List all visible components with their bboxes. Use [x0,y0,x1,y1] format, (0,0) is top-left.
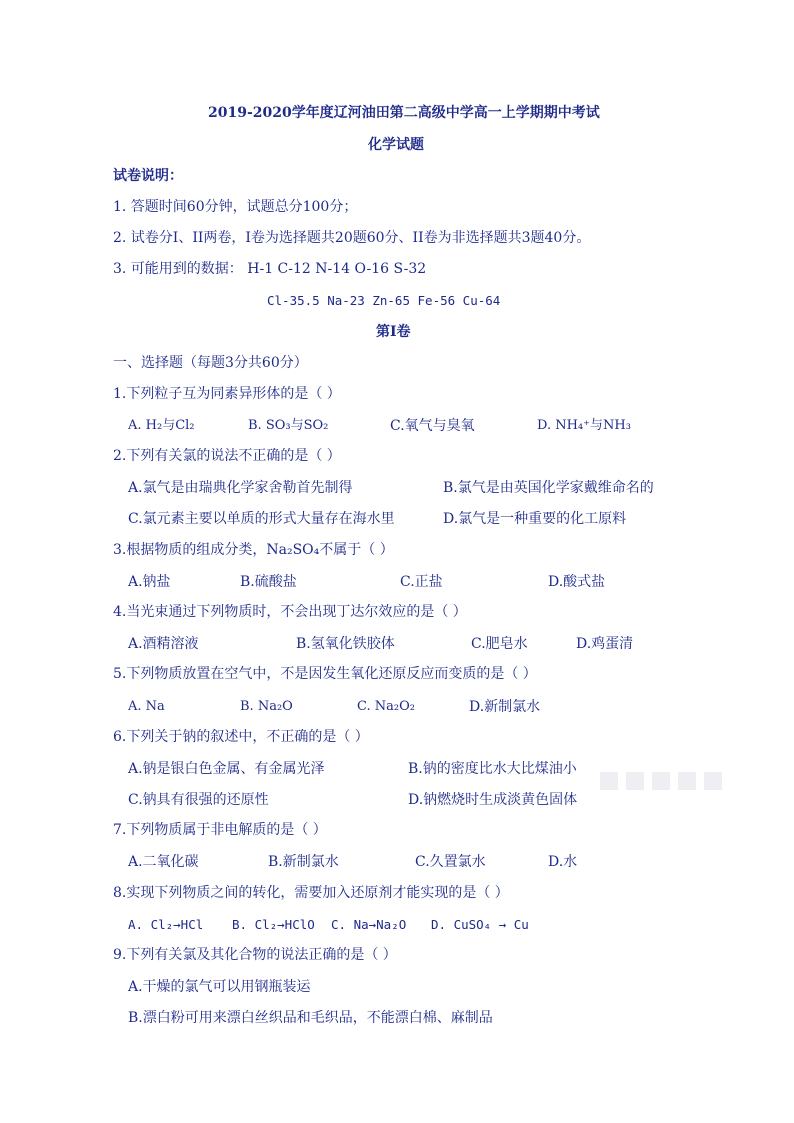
question-option: B. Cl₂→HClO [232,917,315,932]
watermark-icon [598,766,748,796]
question-option: A.钠盐 [128,574,171,590]
volume-heading: 第I卷 [376,324,411,340]
question-stem: 7.下列物质属于非电解质的是（ ） [113,822,327,838]
question-option: C. Na₂O₂ [357,699,415,714]
question-option: D.钠燃烧时生成淡黄色固体 [408,792,578,808]
question-option: B.氢氧化铁胶体 [296,636,395,652]
instruction-item: 2. 试卷分I、II两卷，I卷为选择题共20题60分、II卷为非选择题共3题40分。 [113,230,591,246]
question-stem: 8.实现下列物质之间的转化，需要加入还原剂才能实现的是（ ） [113,885,509,901]
question-option: D. CuSO₄ → Cu [431,917,529,932]
question-option: D. NH₄⁺与NH₃ [537,418,631,433]
question-option: C.正盐 [400,574,443,590]
question-option: A. H₂与Cl₂ [128,418,195,433]
question-option: D.氯气是一种重要的化工原料 [443,511,627,527]
instructions-heading: 试卷说明： [113,168,183,184]
question-option: A.氯气是由瑞典化学家舍勒首先制得 [128,480,353,496]
atomic-mass-line: Cl-35.5 Na-23 Zn-65 Fe-56 Cu-64 [267,293,501,308]
question-option: C.钠具有很强的还原性 [128,792,269,808]
question-option: A. Na [128,699,165,714]
question-option: D.新制氯水 [469,699,541,715]
question-stem: 9.下列有关氯及其化合物的说法正确的是（ ） [113,947,397,963]
question-option: A.干燥的氯气可以用钢瓶装运 [128,979,311,995]
section-heading: 一、选择题（每题3分共60分） [113,355,308,371]
question-option: C.肥皂水 [471,636,528,652]
question-option: B.漂白粉可用来漂白丝织品和毛织品，不能漂白棉、麻制品 [128,1010,493,1026]
question-option: A. Cl₂→HCl [128,917,204,932]
question-stem: 1.下列粒子互为同素异形体的是（ ） [113,386,341,402]
question-option: B. Na₂O [240,699,293,714]
question-option: C.氯元素主要以单质的形式大量存在海水里 [128,511,395,527]
exam-subtitle: 化学试题 [368,137,424,153]
question-option: B.新制氯水 [268,854,339,870]
question-option: A.二氧化碳 [128,854,199,870]
question-stem: 3.根据物质的组成分类，Na₂SO₄不属于（ ） [113,542,394,558]
question-option: D.酸式盐 [548,574,606,590]
question-stem: 5.下列物质放置在空气中，不是因发生氧化还原反应而变质的是（ ） [113,666,537,682]
question-option: B.氯气是由英国化学家戴维命名的 [443,480,654,496]
question-stem: 2.下列有关氯的说法不正确的是（ ） [113,448,341,464]
question-option: C.久置氯水 [415,854,486,870]
question-option: D.鸡蛋清 [576,636,634,652]
watermark-graphic [598,766,748,802]
question-stem: 6.下列关于钠的叙述中，不正确的是（ ） [113,729,369,745]
question-option: A.钠是银白色金属、有金属光泽 [128,761,325,777]
exam-title: 2019-2020学年度辽河油田第二高级中学高一上学期期中考试 [208,105,600,121]
instruction-item: 3. 可能用到的数据： H-1 C-12 N-14 O-16 S-32 [113,261,427,277]
question-option: C.氧气与臭氧 [390,418,475,434]
question-option: C. Na→Na₂O [331,917,407,932]
question-option: D.水 [548,854,578,870]
instruction-item: 1. 答题时间60分钟，试题总分100分； [113,199,358,215]
question-option: B.钠的密度比水大比煤油小 [408,761,577,777]
question-stem: 4.当光束通过下列物质时，不会出现丁达尔效应的是（ ） [113,604,467,620]
question-option: B.硫酸盐 [240,574,297,590]
question-option: B. SO₃与SO₂ [248,418,329,433]
question-option: A.酒精溶液 [128,636,199,652]
